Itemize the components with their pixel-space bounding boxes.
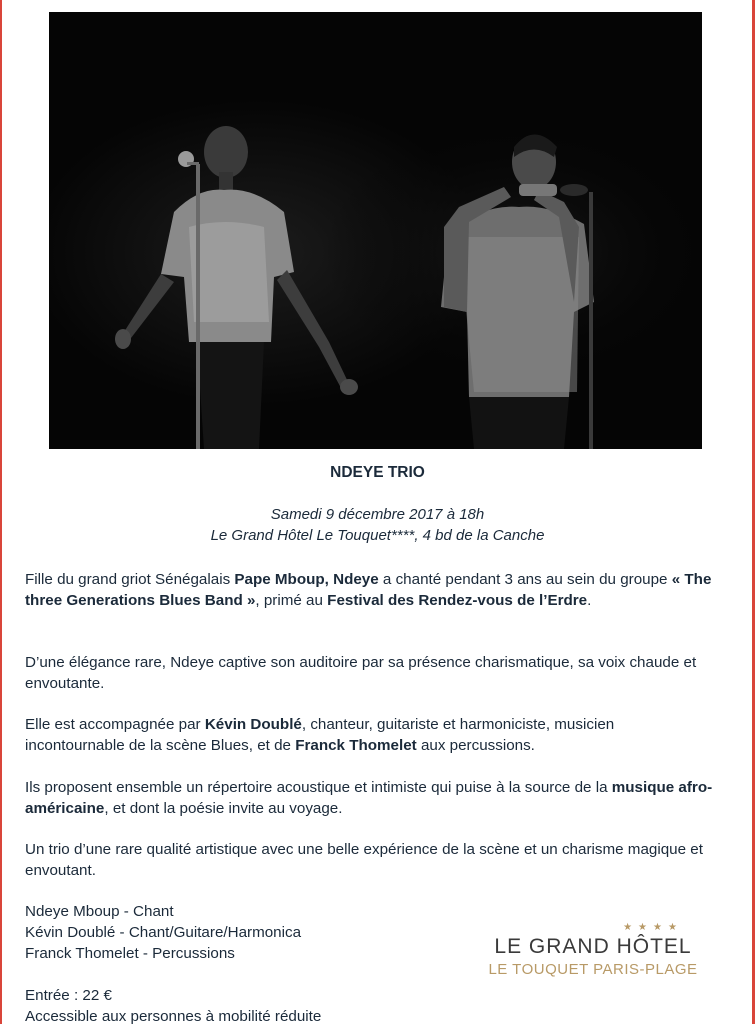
credits-list bbox=[25, 901, 301, 964]
credit-line: Ndeye Mboup - Chant bbox=[25, 903, 174, 920]
logo-name: LE GRAND HÔTEL bbox=[494, 935, 692, 958]
paragraph-quality: Un trio d’une rare qualité artistique avec une belle expérience de la scène et un charisme magique et envoutant. bbox=[25, 841, 703, 879]
performers-photo bbox=[49, 12, 702, 449]
event-venue: Le Grand Hôtel Le Touquet****, 4 bd de la Canche bbox=[210, 527, 545, 544]
paragraph-intro: Fille du grand griot Sénégalais Pape Mboup, Ndeye a chanté pendant 3 ans au sein du groupe « The three Generations Blues Band », primé au Festival des Rendez-vous de l’Erdre. bbox=[25, 571, 712, 609]
paragraph-repertoire: Ils proposent ensemble un répertoire acoustique et intimiste qui puise à la source de la musique afro-américaine, et dont la poésie invite au voyage. bbox=[25, 779, 713, 817]
logo-subtitle: LE TOUQUET PARIS-PLAGE bbox=[488, 961, 698, 978]
credit-line: Franck Thomelet - Percussions bbox=[25, 945, 235, 962]
logo-stars: ★★★★ bbox=[623, 922, 683, 933]
hotel-logo bbox=[478, 922, 708, 978]
event-date: Samedi 9 décembre 2017 à 18h bbox=[270, 506, 485, 523]
entry-price: Entrée : 22 € bbox=[25, 987, 112, 1004]
event-title: NDEYE TRIO bbox=[330, 464, 425, 481]
entry-info bbox=[25, 985, 321, 1027]
paragraph-elegance: D’une élégance rare, Ndeye captive son auditoire par sa présence charismatique, sa voix chaude et envoutante. bbox=[25, 654, 697, 692]
credit-line: Kévin Doublé - Chant/Guitare/Harmonica bbox=[25, 924, 302, 941]
accessibility-note: Accessible aux personnes à mobilité réduite bbox=[25, 1008, 322, 1025]
paragraph-accompaniment: Elle est accompagnée par Kévin Doublé, chanteur, guitariste et harmoniciste, musicien incontournable de la scène Blues, et de Franck Thomelet aux percussions. bbox=[25, 716, 615, 754]
